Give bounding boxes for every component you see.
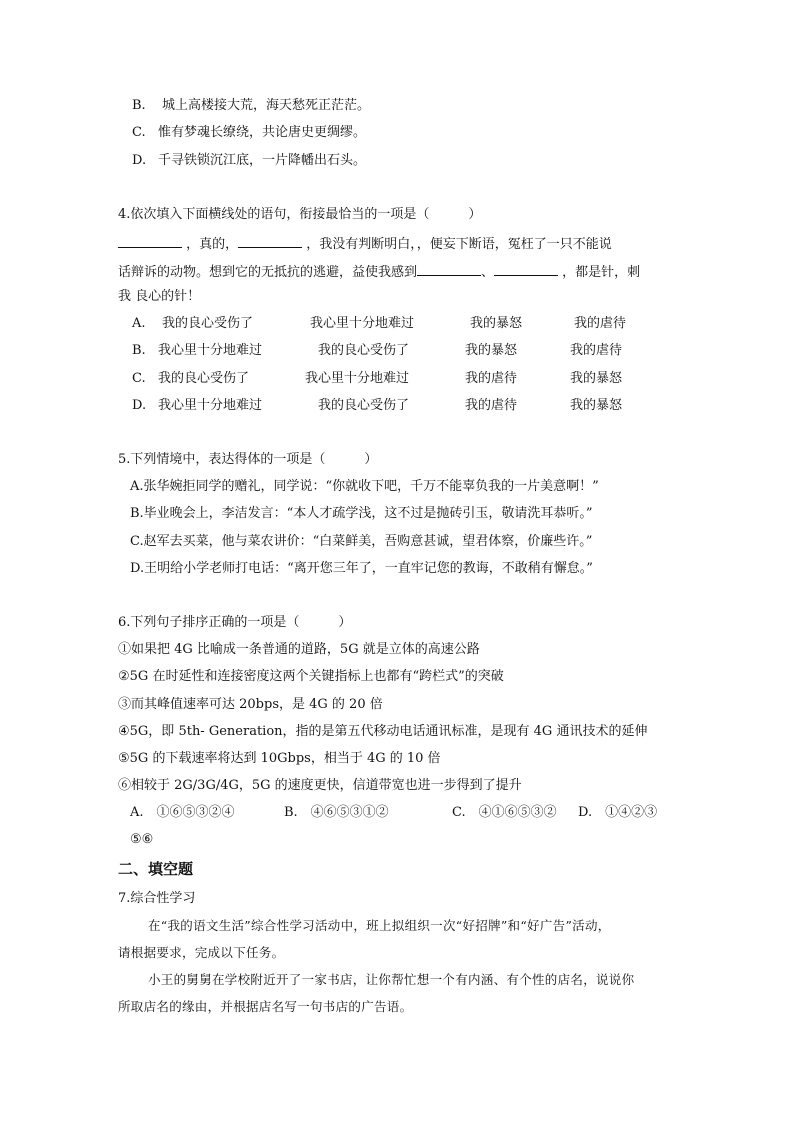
q6-stem: 6.下列句子排序正确的一项是（ ） [118,615,352,630]
q5-option-c: C.赵军去买菜，他与菜农讲价：“白菜鲜美，吾购意甚诚，望君体察，价廉些许。” [130,534,593,549]
fill-blank [118,234,182,248]
q7-paragraph-1-line-1: 在“我的语文生活”综合性学习活动中，班上拟组织一次“好招牌”和“好广告”活动， [148,918,611,933]
q4-line-3: 我 良心的针！ [118,289,201,304]
option-letter: A. [132,316,146,331]
q4-stem: 4.依次填入下面横线处的语句，衔接最恰当的一项是（ ） [118,207,482,222]
q3-option-b [132,98,370,114]
q4-line-1-text-a: ，真的， [186,237,239,252]
q7-paragraph-1-line-2: 请根据要求，完成以下任务。 [118,945,285,960]
q4-line-2-sep: 、 [481,265,495,280]
option-letter: D. [132,398,147,413]
option-letter: B. [132,343,146,358]
q6-sentence-6: ⑥相较于 2G/3G/4G，5G 的速度更快，信道带宽也进一步得到了提升 [118,778,522,793]
option-cell: 我的良心受伤了 [158,371,250,386]
option-cell: 我的虐待 [570,343,623,358]
option-cell: 我的虐待 [574,316,627,331]
option-letter: B. [132,98,146,113]
q7-title: 7.综合性学习 [118,891,196,906]
q7-paragraph-2-line-2: 所取店名的缘由，并根据店名写一句书店的广告语。 [118,999,413,1014]
option-cell: 我的暴怒 [465,343,518,358]
q3-option-d [132,153,366,169]
q5-option-a: A.张华婉拒同学的赠礼，同学说：“你就收下吧，千万不能辜负我的一片美意啊！” [130,479,599,494]
q6-option-c: C. ④①⑥⑤③② [452,805,557,820]
option-cell: 我心里十分地难过 [305,371,410,386]
q4-line-2-text-a: 话辩诉的动物。想到它的无抵抗的逃避，益使我感到 [118,265,418,280]
q6-option-d-wrap: ⑤⑥ [130,832,154,847]
option-cell: 我心里十分地难过 [310,316,415,331]
option-text: 千寻铁锁沉江底，一片降幡出石头。 [158,153,367,168]
fill-blank [417,262,481,276]
q4-line-2 [118,262,640,281]
option-cell: 我的良心受伤了 [318,398,410,413]
q6-sentence-2: ②5G 在时延性和连接密度这两个关键指标上也都有“跨栏式”的突破 [118,669,504,684]
option-letter: D. [132,153,147,168]
q6-option-d: D. ①④②③ [578,805,658,820]
option-cell: 我的暴怒 [470,316,523,331]
option-text: 城上高楼接大荒，海天愁死正茫茫。 [162,98,371,113]
option-cell: 我的虐待 [465,398,518,413]
q4-line-1 [118,234,612,253]
section-title: 二、填空题 [118,860,194,878]
q7-paragraph-2-line-1: 小王的舅舅在学校附近开了一家书店，让你帮忙想一个有内涵、有个性的店名，说说你 [148,972,635,987]
q5-option-d: D.王明给小学老师打电话：“离开您三年了，一直牢记您的教诲，不敢稍有懈怠。” [130,561,593,576]
option-cell: 我的良心受伤了 [318,343,410,358]
q6-option-a: A. ①⑥⑤③②④ [130,805,235,820]
option-letter: C. [132,125,146,140]
q4-line-2-text-b: ，都是针，刺 [562,265,641,280]
fill-blank [238,234,302,248]
option-cell: 我心里十分地难过 [158,343,263,358]
q5-stem: 5.下列情境中，表达得体的一项是（ ） [118,452,378,467]
q4-line-1-text-b: ，我没有判断明白，，便妄下断语，冤枉了一只不能说 [306,237,612,252]
option-cell: 我心里十分地难过 [158,398,263,413]
option-cell: 我的虐待 [465,371,518,386]
q6-sentence-5: ⑤5G 的下载速率将达到 10Gbps，相当于 4G 的 10 倍 [118,751,441,766]
q6-sentence-4: ④5G，即 5th- Generation，指的是第五代移动电话通讯标准，是现有 4G 通讯技术的延伸 [118,724,648,739]
q6-sentence-3: ③而其峰值速率可达 20bps，是 4G 的 20 倍 [118,697,383,712]
option-cell: 我的良心受伤了 [162,316,254,331]
option-cell: 我的暴怒 [570,398,623,413]
option-cell: 我的暴怒 [570,371,623,386]
q6-sentence-1: ①如果把 4G 比喻成一条普通的道路，5G 就是立体的高速公路 [118,642,480,657]
option-letter: C. [132,371,146,386]
fill-blank [494,262,558,276]
q5-option-b: B.毕业晚会上，李洁发言：“本人才疏学浅，这不过是抛砖引玉，敬请洗耳恭听。” [130,506,593,521]
option-text: 惟有梦魂长缭绕，共论唐史更绸缪。 [158,125,367,140]
q6-option-b: B. ④⑥⑤③①② [284,805,389,820]
q3-option-c [132,125,366,141]
